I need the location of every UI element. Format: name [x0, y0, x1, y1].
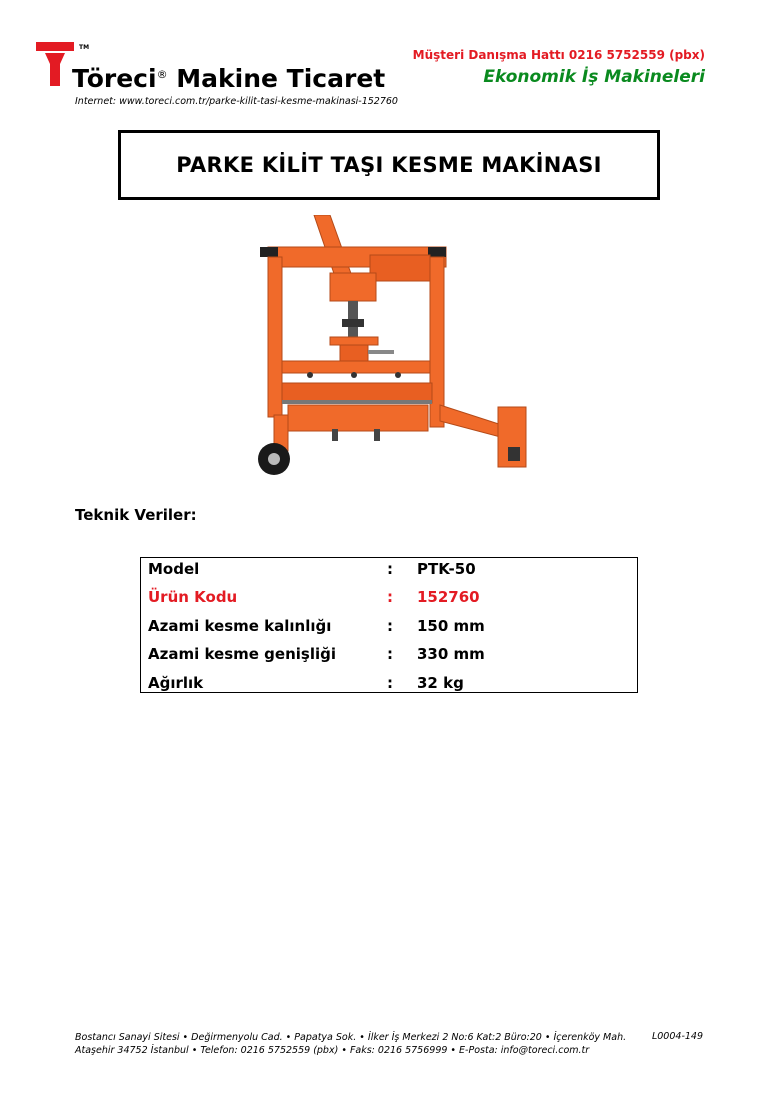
spec-separator: : — [387, 588, 393, 606]
page-title-box — [118, 130, 660, 200]
spec-separator: : — [387, 617, 393, 635]
document-code: L0004-149 — [651, 1031, 703, 1042]
spec-separator: : — [387, 560, 393, 578]
product-image — [218, 215, 548, 485]
spec-row-product-code — [141, 586, 637, 614]
footer-line-1: Bostancı Sanayi Sitesi • Değirmenyolu Cad. • Papatya Sok. • İlker İş Merkezi 2 No:6 Kat:2 Büro:20 • İçerenköy Mah. — [75, 1032, 627, 1043]
spec-value: 150 mm — [417, 617, 485, 635]
spec-label: Azami kesme kalınlığı — [148, 617, 332, 635]
spec-value: 330 mm — [417, 645, 485, 663]
website-link[interactable]: Internet: www.toreci.com.tr/parke-kilit-tasi-kesme-makinasi-152760 — [75, 96, 398, 107]
customer-hotline: Müşteri Danışma Hattı 0216 5752559 (pbx) — [412, 48, 705, 62]
spec-label: Azami kesme genişliği — [148, 645, 336, 663]
spec-separator: : — [387, 645, 393, 663]
footer-line-2: Ataşehir 34752 İstanbul • Telefon: 0216 5752559 (pbx) • Faks: 0216 5756999 • E-Posta: info@toreci.com.tr — [75, 1045, 590, 1056]
spec-label: Ağırlık — [148, 674, 204, 692]
spec-row-max-thickness — [141, 615, 637, 643]
slogan: Ekonomik İş Makineleri — [483, 67, 705, 87]
footer-address — [75, 1031, 626, 1057]
brand-name-main: Töreci — [72, 64, 157, 93]
trademark-mark: TM — [79, 44, 90, 51]
spec-row-weight — [141, 672, 637, 700]
spec-value: 32 kg — [417, 674, 464, 692]
spec-value: PTK-50 — [417, 560, 476, 578]
spec-label: Model — [148, 560, 200, 578]
spec-separator: : — [387, 674, 393, 692]
spec-value: 152760 — [417, 588, 480, 606]
registered-mark: ® — [156, 68, 168, 81]
spec-label: Ürün Kodu — [148, 588, 238, 606]
spec-row-max-width — [141, 643, 637, 671]
page-title: PARKE KİLİT TAŞI KESME MAKİNASI — [176, 153, 602, 177]
brand-name — [72, 64, 385, 93]
spec-row-model — [141, 558, 637, 586]
specs-heading: Teknik Veriler: — [75, 506, 197, 524]
brand-name-suffix: Makine Ticaret — [176, 64, 386, 93]
specs-table — [140, 557, 638, 693]
